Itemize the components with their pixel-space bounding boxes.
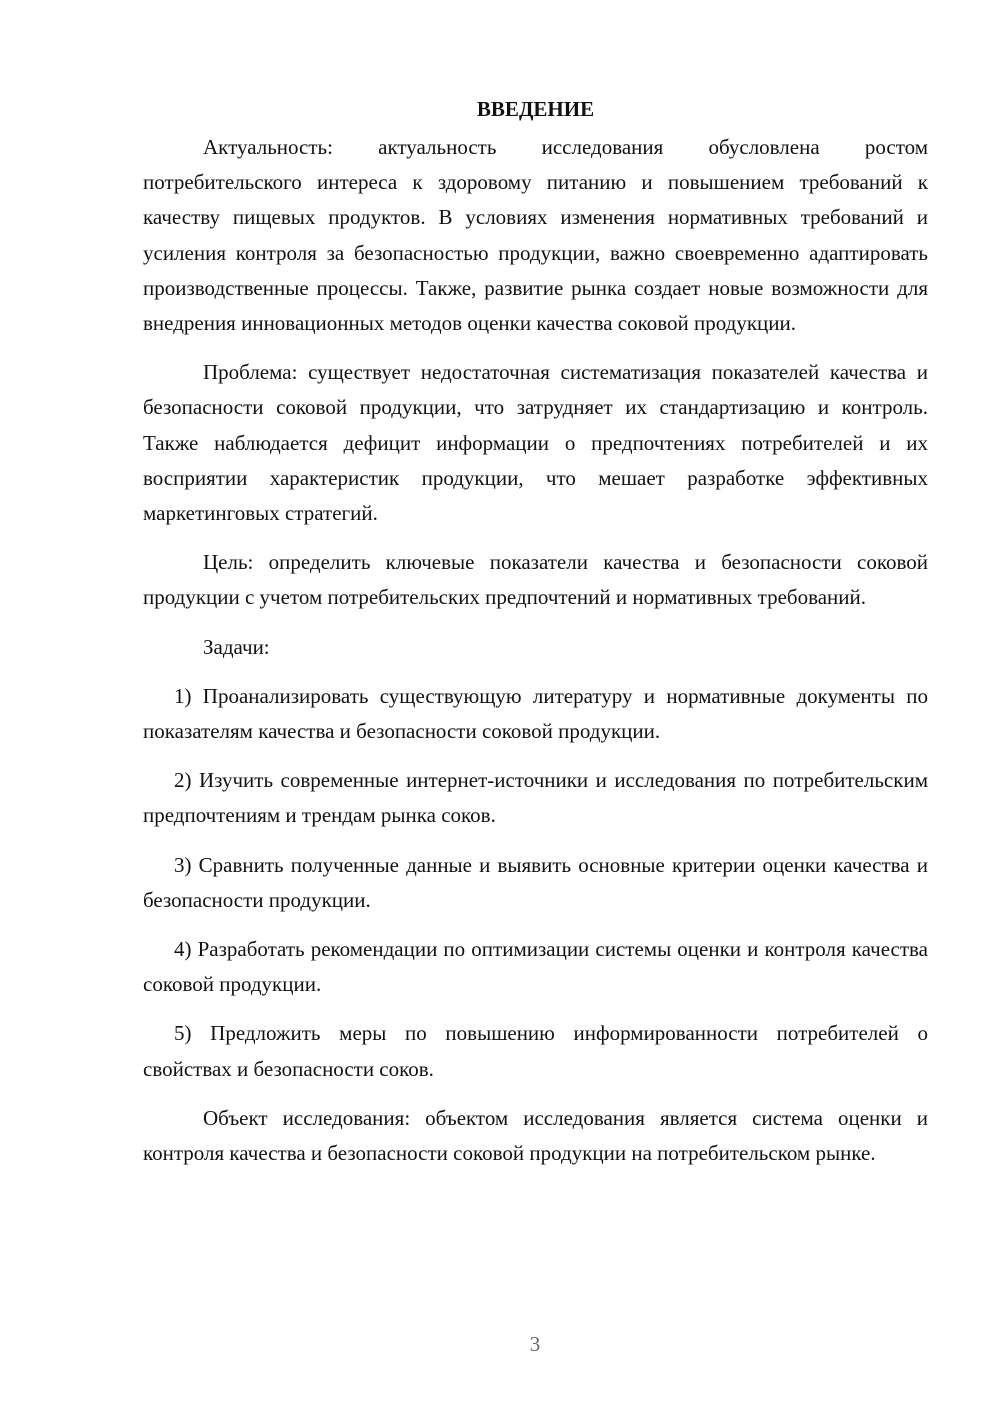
paragraph-relevance: Актуальность: актуальность исследования обусловлена ростом потребительского интереса к здоровому питанию и повышением требований к качеству пищевых продуктов. В условиях изменения нормативных требований и усиления контроля за безопасностью продукции, важно своевременно адаптировать производственные процессы. Также, развитие рынка создает новые возможности для внедрения инновационных методов оценки качества соковой продукции. [143, 135, 928, 336]
task-item-4: 4) Разработать рекомендации по оптимизации системы оценки и контроля качества соковой продукции. [143, 937, 928, 997]
paragraph-object: Объект исследования: объектом исследования является система оценки и контроля качества и безопасности соковой продукции на потребительском рынке. [143, 1105, 928, 1166]
task-item-1: 1) Проанализировать существующую литературу и нормативные документы по показателям качества и безопасности соковой продукции. [143, 683, 928, 744]
page-number: 3 [529, 1332, 541, 1356]
document-page [143, 92, 928, 1185]
paragraph-problem: Проблема: существует недостаточная систематизация показателей качества и безопасности соковой продукции, что затрудняет их стандартизацию и контроль. Также наблюдается дефицит информации о предпочтениях потребителей и их восприятии характеристик продукции, что мешает разработке эффективных маркетинговых стратегий. [143, 360, 928, 526]
task-item-2: 2) Изучить современные интернет-источники и исследования по потребительским предпочтениям и трендам рынка соков. [143, 768, 928, 828]
section-title: ВВЕДЕНИЕ [476, 97, 595, 121]
task-item-5: 5) Предложить меры по повышению информированности потребителей о свойствах и безопасности соков. [143, 1021, 928, 1081]
paragraph-tasks-heading: Задачи: [203, 634, 270, 659]
task-item-3: 3) Сравнить полученные данные и выявить основные критерии оценки качества и безопасности продукции. [143, 852, 928, 912]
paragraph-goal: Цель: определить ключевые показатели качества и безопасности соковой продукции с учетом потребительских предпочтений и нормативных требований. [143, 550, 928, 610]
